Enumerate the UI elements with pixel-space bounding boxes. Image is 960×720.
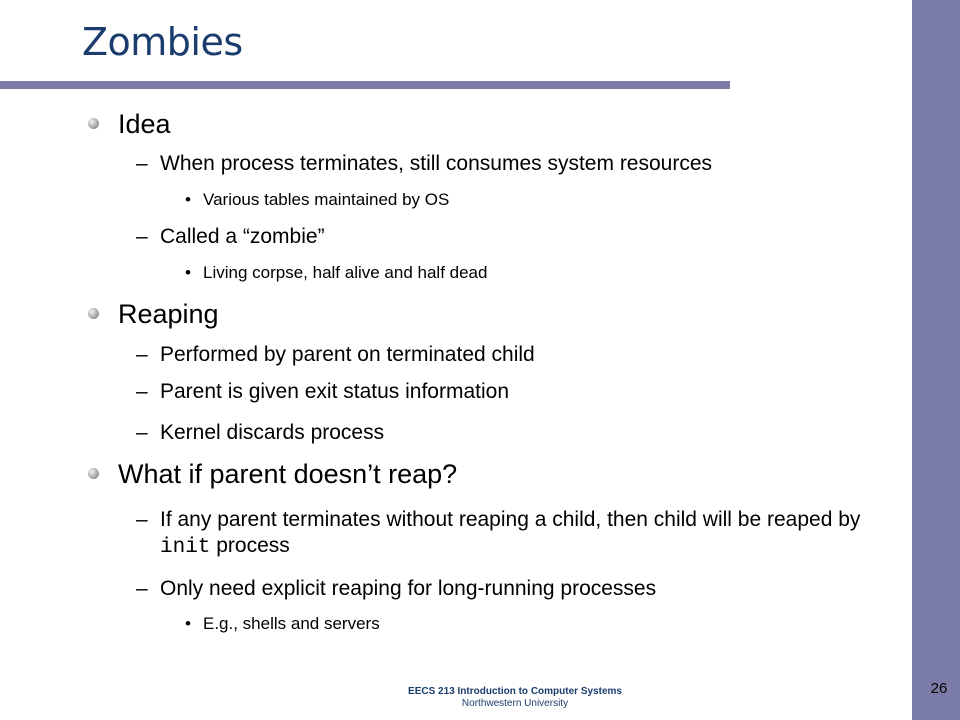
list-subitem: • Living corpse, half alive and half dead — [185, 263, 488, 282]
list-subitem: • Various tables maintained by OS — [185, 190, 450, 209]
list-item: – When process terminates, still consumes system resources — [136, 152, 713, 175]
footer-course: EECS 213 Introduction to Computer Systems — [408, 686, 622, 697]
dash-icon: – — [136, 380, 148, 403]
list-item: – Parent is given exit status information — [136, 380, 510, 403]
bullet-reaping: Reaping — [118, 298, 219, 330]
bullet-dot-icon — [88, 118, 99, 129]
dash-icon: – — [136, 508, 148, 531]
footer-university: Northwestern University — [461, 698, 569, 709]
code-init: init — [160, 536, 211, 559]
page-number: 26 — [930, 680, 948, 697]
slide-title: Zombies — [82, 20, 243, 64]
dash-icon: – — [136, 577, 148, 600]
dash-icon: – — [136, 421, 148, 444]
bullet-dot-icon — [88, 468, 99, 479]
bullet-icon: • — [185, 190, 191, 209]
dash-icon: – — [136, 152, 148, 175]
list-item: – Only need explicit reaping for long-running processes — [136, 577, 657, 600]
list-item: – Called a “zombie” — [136, 225, 325, 248]
side-accent-bar — [912, 0, 960, 720]
list-item: – Performed by parent on terminated child — [136, 343, 535, 366]
bullet-icon: • — [185, 614, 191, 633]
dash-icon: – — [136, 343, 148, 366]
list-item: – If any parent terminates without reaping a child, then child will be reaped by init process — [136, 508, 861, 559]
list-subitem: • E.g., shells and servers — [185, 614, 380, 633]
dash-icon: – — [136, 225, 148, 248]
bullet-icon: • — [185, 263, 191, 282]
bullet-what-if: What if parent doesn’t reap? — [118, 458, 457, 490]
bullet-dot-icon — [88, 308, 99, 319]
list-item: – Kernel discards process — [136, 421, 385, 444]
slide-footer — [0, 686, 960, 710]
bullet-idea: Idea — [118, 108, 171, 140]
